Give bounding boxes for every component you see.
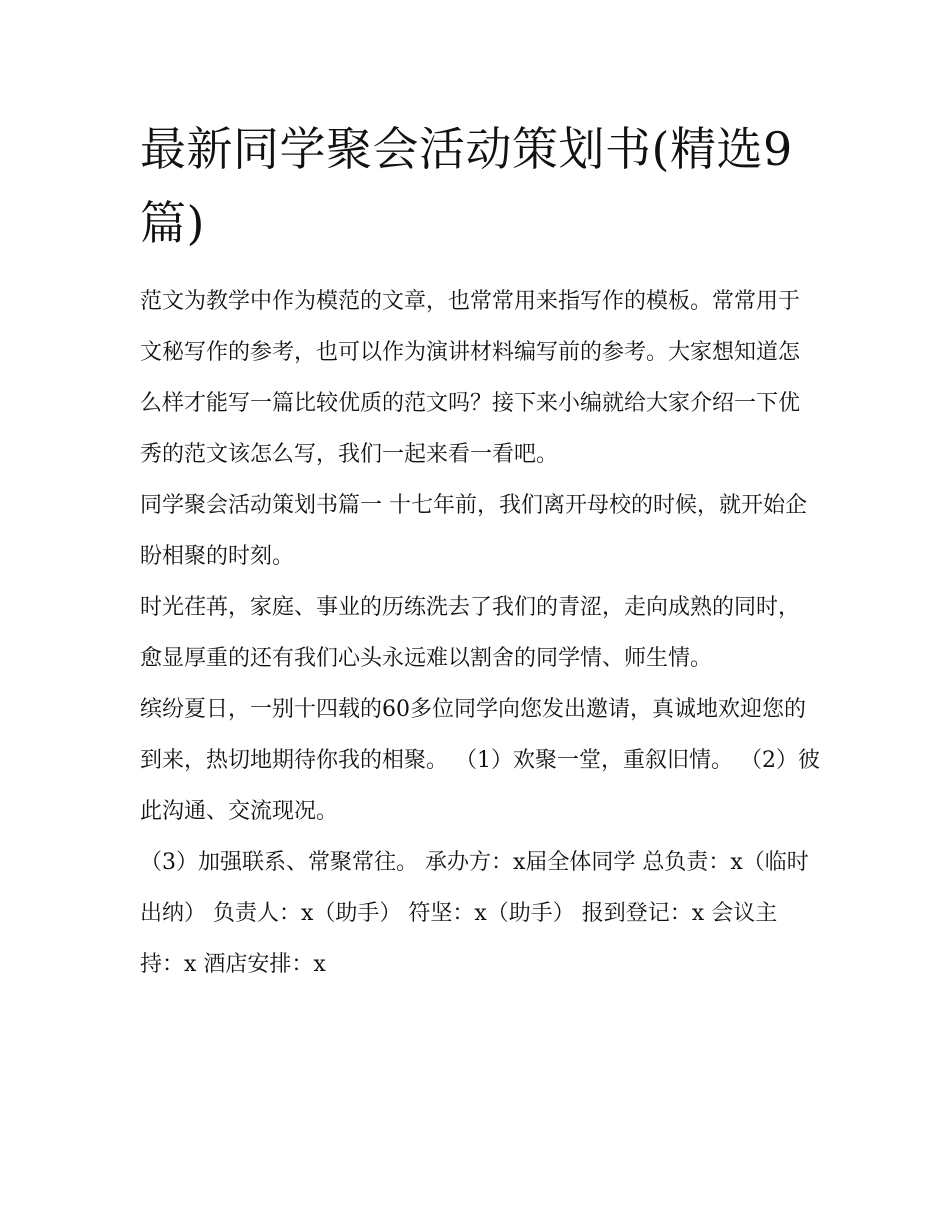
paragraph-time: 时光荏苒，家庭、事业的历练洗去了我们的青涩，走向成熟的同时，愈显厚重的还有我们心头永远难以割舍的同学情、师生情。 xyxy=(140,595,801,671)
document-title: 最新同学聚会活动策划书(精选9篇) xyxy=(140,122,793,250)
paragraph-organizers: （3）加强联系、常聚常往。 承办方：x届全体同学 总负责：x（临时出纳） 负责人：x（助手） 符坚：x（助手） 报到登记：x 会议主持：x 酒店安排：x xyxy=(140,850,809,977)
paragraph-section-one: 同学聚会活动策划书篇一 十七年前，我们离开母校的时候，就开始企盼相聚的时刻。 xyxy=(140,493,807,569)
paragraph-intro: 范文为教学中作为模范的文章，也常常用来指写作的模板。常常用于文秘写作的参考，也可以作为演讲材料编写前的参考。大家想知道怎么样才能写一篇比较优质的范文吗？接下来小编就给大家介绍一下优秀的范文该怎么写，我们一起来看一看吧。 xyxy=(140,289,801,467)
paragraph-invitation: 缤纷夏日，一别十四载的60多位同学向您发出邀请，真诚地欢迎您的到来，热切地期待你我的相聚。 （1）欢聚一堂，重叙旧情。 （2）彼此沟通、交流现况。 xyxy=(140,697,820,824)
document-body xyxy=(140,276,820,990)
